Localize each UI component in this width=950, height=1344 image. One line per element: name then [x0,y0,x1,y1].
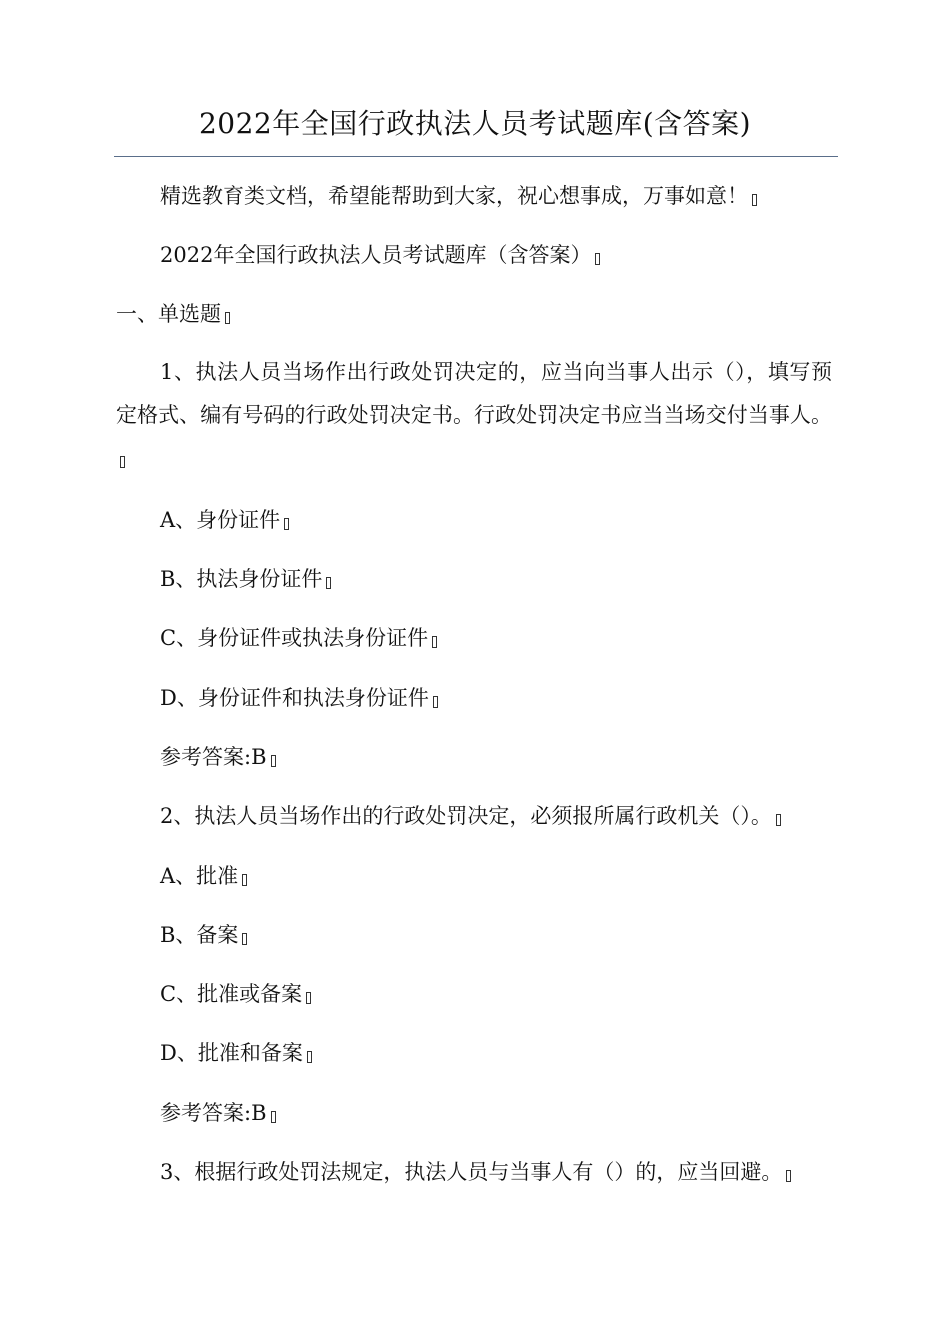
paragraph-mark-icon [306,992,311,1004]
question-2-answer [160,1098,276,1128]
section-heading-text: 一、单选题 [116,302,221,326]
question-1-answer [160,742,276,772]
subtitle-line [160,240,600,270]
question-2-option-b [160,920,247,950]
question-1-option-d [160,683,438,713]
paragraph-mark-icon [432,636,437,648]
option-text: D、批准和备案 [160,1041,303,1065]
answer-text: 参考答案:B [160,745,267,769]
question-1-option-b [160,564,331,594]
paragraph-mark-icon [242,874,247,886]
paragraph-mark-icon [433,696,438,708]
option-text: C、批准或备案 [160,982,303,1006]
question-2-option-a [160,861,247,891]
paragraph-mark-icon [271,1111,276,1123]
question-stem-text: 3、根据行政处罚法规定，执法人员与当事人有（）的，应当回避。 [160,1160,783,1184]
subtitle-text: 2022年全国行政执法人员考试题库（含答案） [160,243,592,267]
intro-line [160,181,757,211]
option-text: C、身份证件或执法身份证件 [160,626,429,650]
question-1-option-c [160,623,437,653]
question-2-option-c [160,979,311,1009]
paragraph-mark-icon [225,312,230,324]
paragraph-mark-icon [307,1051,312,1063]
intro-text: 精选教育类文档，希望能帮助到大家，祝心想事成，万事如意！ [160,184,748,208]
question-stem-text: 1、执法人员当场作出行政处罚决定的，应当向当事人出示（），填写预定格式、编有号码的行政处罚决定书。行政处罚决定书应当当场交付当事人。 [116,360,832,427]
question-3-stem [160,1157,791,1187]
paragraph-mark-icon [752,194,757,206]
paragraph-mark-icon [326,577,331,589]
option-text: B、执法身份证件 [160,567,323,591]
question-2-option-d [160,1038,312,1068]
paragraph-mark-icon [776,814,781,826]
question-2-stem [160,801,781,831]
question-1-stem [116,351,832,480]
option-text: D、身份证件和执法身份证件 [160,686,429,710]
paragraph-mark-icon [284,518,289,530]
option-text: A、身份证件 [160,508,281,532]
question-1-option-a [160,505,289,535]
paragraph-mark-icon [786,1170,791,1182]
option-text: B、备案 [160,923,239,947]
section-heading [116,299,230,329]
paragraph-mark-icon [120,456,125,468]
question-stem-text: 2、执法人员当场作出的行政处罚决定，必须报所属行政机关（）。 [160,804,772,828]
title-divider [114,156,838,157]
document-title: 2022年全国行政执法人员考试题库(含答案) [198,107,752,140]
paragraph-mark-icon [271,755,276,767]
paragraph-mark-icon [242,933,247,945]
option-text: A、批准 [160,864,239,888]
paragraph-mark-icon [595,253,600,265]
answer-text: 参考答案:B [160,1101,267,1125]
